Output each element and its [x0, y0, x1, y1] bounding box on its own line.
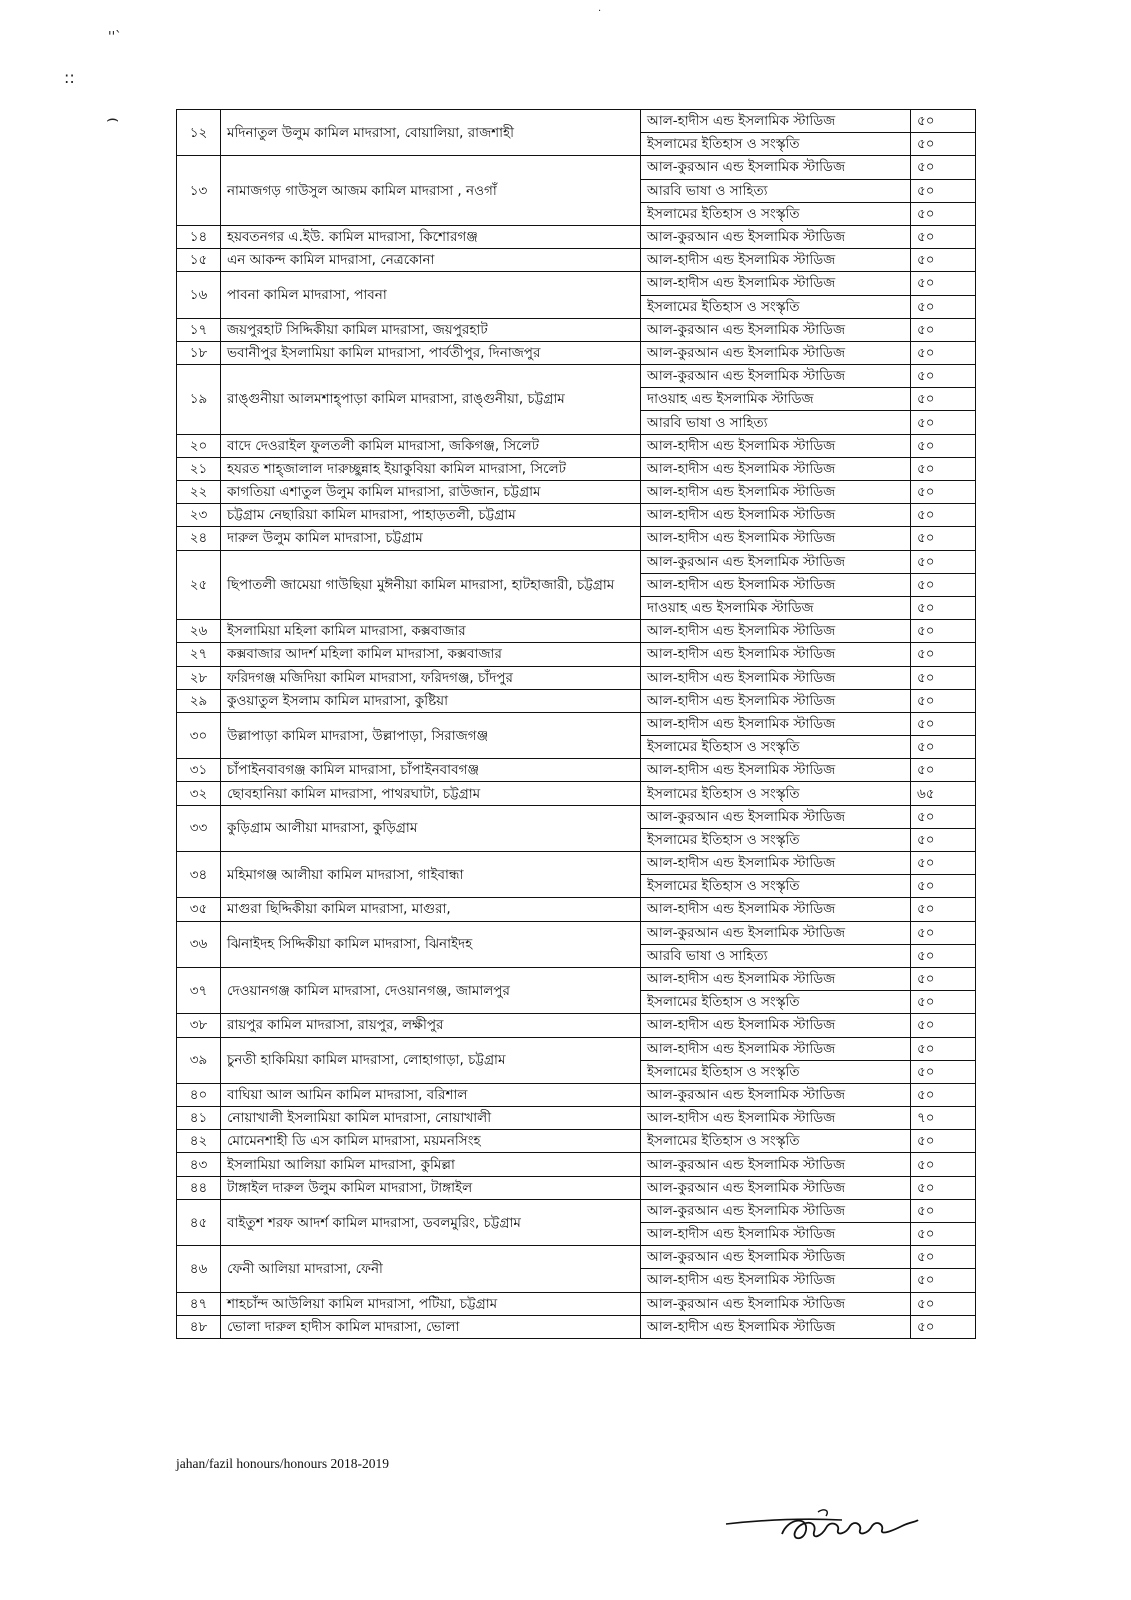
- table-row: [177, 898, 976, 921]
- seat-count: ৫০: [911, 1060, 976, 1083]
- madrasa-name: ভোলা দারুল হাদীস কামিল মাদরাসা, ভোলা: [221, 1315, 641, 1338]
- serial-number: ১৭: [177, 318, 221, 341]
- madrasa-name: টাঙ্গাইল দারুল উলুম কামিল মাদরাসা, টাঙ্গাইল: [221, 1176, 641, 1199]
- serial-number: ১৫: [177, 249, 221, 272]
- serial-number: ২৪: [177, 527, 221, 550]
- seat-count: ৫০: [911, 1153, 976, 1176]
- table-row: [177, 110, 976, 133]
- seat-count: ৫০: [911, 596, 976, 619]
- seat-count: ৫০: [911, 202, 976, 225]
- serial-number: ৪১: [177, 1107, 221, 1130]
- subject-name: আল-কুরআন এন্ড ইসলামিক স্টাডিজ: [641, 1199, 911, 1222]
- subject-name: আরবি ভাষা ও সাহিত্য: [641, 411, 911, 434]
- serial-number: ৩৮: [177, 1014, 221, 1037]
- subject-name: আল-কুরআন এন্ড ইসলামিক স্টাডিজ: [641, 1176, 911, 1199]
- subject-name: আল-হাদীস এন্ড ইসলামিক স্টাডিজ: [641, 573, 911, 596]
- subject-name: ইসলামের ইতিহাস ও সংস্কৃতি: [641, 1130, 911, 1153]
- seat-count: ৫০: [911, 1130, 976, 1153]
- subject-name: আল-হাদীস এন্ড ইসলামিক স্টাডিজ: [641, 110, 911, 133]
- subject-name: আল-হাদীস এন্ড ইসলামিক স্টাডিজ: [641, 249, 911, 272]
- madrasa-name: বাদে দেওরাইল ফুলতলী কামিল মাদরাসা, জকিগঞ্জ, সিলেট: [221, 434, 641, 457]
- subject-name: আল-কুরআন এন্ড ইসলামিক স্টাডিজ: [641, 1083, 911, 1106]
- seat-count: ৫০: [911, 272, 976, 295]
- seat-count: ৫০: [911, 1246, 976, 1269]
- seat-count: ৫০: [911, 1315, 976, 1338]
- serial-number: ২৩: [177, 504, 221, 527]
- subject-name: ইসলামের ইতিহাস ও সংস্কৃতি: [641, 782, 911, 805]
- madrasa-name: চট্টগ্রাম নেছারিয়া কামিল মাদরাসা, পাহাড়তলী, চট্টগ্রাম: [221, 504, 641, 527]
- table-row: [177, 921, 976, 944]
- madrasa-name: নোয়াখালী ইসলামিয়া কামিল মাদরাসা, নোয়াখালী: [221, 1107, 641, 1130]
- serial-number: ২১: [177, 457, 221, 480]
- subject-name: আল-হাদীস এন্ড ইসলামিক স্টাডিজ: [641, 620, 911, 643]
- madrasa-name: মোমেনশাহী ডি এস কামিল মাদরাসা, ময়মনসিংহ: [221, 1130, 641, 1153]
- madrasa-name: বাইতুশ শরফ আদর্শ কামিল মাদরাসা, ডবলমুরিং, চট্টগ্রাম: [221, 1199, 641, 1245]
- seat-count: ৫০: [911, 110, 976, 133]
- serial-number: ৩৬: [177, 921, 221, 967]
- table-row: [177, 272, 976, 295]
- subject-name: ইসলামের ইতিহাস ও সংস্কৃতি: [641, 133, 911, 156]
- subject-name: আল-কুরআন এন্ড ইসলামিক স্টাডিজ: [641, 921, 911, 944]
- seat-count: ৫০: [911, 1014, 976, 1037]
- table-row: [177, 1176, 976, 1199]
- subject-name: ইসলামের ইতিহাস ও সংস্কৃতি: [641, 875, 911, 898]
- seat-count: ৫০: [911, 341, 976, 364]
- subject-name: দাওয়াহ এন্ড ইসলামিক স্টাডিজ: [641, 596, 911, 619]
- subject-name: আল-কুরআন এন্ড ইসলামিক স্টাডিজ: [641, 550, 911, 573]
- subject-name: ইসলামের ইতিহাস ও সংস্কৃতি: [641, 1060, 911, 1083]
- table-row: [177, 341, 976, 364]
- subject-name: আল-হাদীস এন্ড ইসলামিক স্টাডিজ: [641, 1014, 911, 1037]
- madrasa-name: উল্লাপাড়া কামিল মাদরাসা, উল্লাপাড়া, সিরাজগঞ্জ: [221, 712, 641, 758]
- serial-number: ৪৫: [177, 1199, 221, 1245]
- subject-name: ইসলামের ইতিহাস ও সংস্কৃতি: [641, 295, 911, 318]
- madrasa-name: কক্সবাজার আদর্শ মহিলা কামিল মাদরাসা, কক্সবাজার: [221, 643, 641, 666]
- seat-count: ৫০: [911, 921, 976, 944]
- serial-number: ৩১: [177, 759, 221, 782]
- serial-number: ৪৬: [177, 1246, 221, 1292]
- subject-name: ইসলামের ইতিহাস ও সংস্কৃতি: [641, 828, 911, 851]
- serial-number: ৪২: [177, 1130, 221, 1153]
- subject-name: আল-হাদীস এন্ড ইসলামিক স্টাডিজ: [641, 481, 911, 504]
- subject-name: আল-কুরআন এন্ড ইসলামিক স্টাডিজ: [641, 318, 911, 341]
- table-row: [177, 1246, 976, 1269]
- subject-name: ইসলামের ইতিহাস ও সংস্কৃতি: [641, 202, 911, 225]
- seat-count: ৭০: [911, 1107, 976, 1130]
- seat-count: ৫০: [911, 805, 976, 828]
- serial-number: ২০: [177, 434, 221, 457]
- seat-count: ৫০: [911, 388, 976, 411]
- table-row: [177, 481, 976, 504]
- seat-count: ৫০: [911, 365, 976, 388]
- serial-number: ২২: [177, 481, 221, 504]
- serial-number: ২৮: [177, 666, 221, 689]
- subject-name: ইসলামের ইতিহাস ও সংস্কৃতি: [641, 991, 911, 1014]
- madrasa-name: ইসলামিয়া আলিয়া কামিল মাদরাসা, কুমিল্লা: [221, 1153, 641, 1176]
- seat-count: ৫০: [911, 620, 976, 643]
- serial-number: ৩৭: [177, 967, 221, 1013]
- seat-count: ৫০: [911, 736, 976, 759]
- table-row: [177, 1083, 976, 1106]
- seat-count: ৫০: [911, 133, 976, 156]
- table-row: [177, 805, 976, 828]
- subject-name: আল-হাদীস এন্ড ইসলামিক স্টাডিজ: [641, 666, 911, 689]
- table-row: [177, 1153, 976, 1176]
- table-row: [177, 1037, 976, 1060]
- table-row: [177, 1130, 976, 1153]
- madrasa-name: কুড়িগ্রাম আলীয়া মাদরাসা, কুড়িগ্রাম: [221, 805, 641, 851]
- seat-count: ৫০: [911, 550, 976, 573]
- table-row: [177, 852, 976, 875]
- serial-number: ৩৫: [177, 898, 221, 921]
- madrasa-name: ফেনী আলিয়া মাদরাসা, ফেনী: [221, 1246, 641, 1292]
- subject-name: ইসলামের ইতিহাস ও সংস্কৃতি: [641, 736, 911, 759]
- table-row: [177, 1107, 976, 1130]
- seat-count: ৫০: [911, 179, 976, 202]
- madrasa-seat-table: [176, 109, 976, 1339]
- subject-name: আল-হাদীস এন্ড ইসলামিক স্টাডিজ: [641, 852, 911, 875]
- subject-name: আল-কুরআন এন্ড ইসলামিক স্টাডিজ: [641, 1246, 911, 1269]
- subject-name: আল-হাদীস এন্ড ইসলামিক স্টাডিজ: [641, 1315, 911, 1338]
- table-row: [177, 782, 976, 805]
- serial-number: ২৭: [177, 643, 221, 666]
- seat-count: ৫০: [911, 1083, 976, 1106]
- madrasa-name: চাঁপাইনবাবগঞ্জ কামিল মাদরাসা, চাঁপাইনবাবগঞ্জ: [221, 759, 641, 782]
- subject-name: আল-হাদীস এন্ড ইসলামিক স্টাডিজ: [641, 504, 911, 527]
- scan-mark: ''`: [108, 30, 122, 45]
- seat-count: ৫০: [911, 295, 976, 318]
- subject-name: আরবি ভাষা ও সাহিত্য: [641, 179, 911, 202]
- madrasa-name: মহিমাগঞ্জ আলীয়া কামিল মাদরাসা, গাইবান্ধা: [221, 852, 641, 898]
- table-row: [177, 967, 976, 990]
- serial-number: ৪০: [177, 1083, 221, 1106]
- subject-name: আল-হাদীস এন্ড ইসলামিক স্টাডিজ: [641, 1223, 911, 1246]
- seat-count: ৫০: [911, 689, 976, 712]
- madrasa-name: নামাজগড় গাউসুল আজম কামিল মাদরাসা , নওগাঁ: [221, 156, 641, 226]
- serial-number: ১২: [177, 110, 221, 156]
- madrasa-name: কাগতিয়া এশাতুল উলুম কামিল মাদরাসা, রাউজান, চট্টগ্রাম: [221, 481, 641, 504]
- scan-mark: ::: [64, 68, 75, 87]
- subject-name: আল-হাদীস এন্ড ইসলামিক স্টাডিজ: [641, 643, 911, 666]
- serial-number: ২৯: [177, 689, 221, 712]
- madrasa-name: রায়পুর কামিল মাদরাসা, রায়পুর, লক্ষীপুর: [221, 1014, 641, 1037]
- seat-count: ৫০: [911, 573, 976, 596]
- table-row: [177, 365, 976, 388]
- subject-name: আল-হাদীস এন্ড ইসলামিক স্টাডিজ: [641, 527, 911, 550]
- subject-name: আল-হাদীস এন্ড ইসলামিক স্টাডিজ: [641, 898, 911, 921]
- seat-count: ৫০: [911, 852, 976, 875]
- seat-count: ৫০: [911, 1292, 976, 1315]
- table-row: [177, 1292, 976, 1315]
- table-row: [177, 1199, 976, 1222]
- seat-count: ৫০: [911, 1269, 976, 1292]
- seat-count: ৫০: [911, 712, 976, 735]
- madrasa-name: ফরিদগঞ্জ মজিদিয়া কামিল মাদরাসা, ফরিদগঞ্জ, চাঁদপুর: [221, 666, 641, 689]
- seat-count: ৫০: [911, 1176, 976, 1199]
- madrasa-name: হয়বতনগর এ.ইউ. কামিল মাদরাসা, কিশোরগঞ্জ: [221, 225, 641, 248]
- seat-count: ৫০: [911, 991, 976, 1014]
- table-row: [177, 1315, 976, 1338]
- subject-name: আল-হাদীস এন্ড ইসলামিক স্টাডিজ: [641, 1269, 911, 1292]
- serial-number: ২৫: [177, 550, 221, 620]
- seat-count: ৫০: [911, 1037, 976, 1060]
- seat-count: ৫০: [911, 828, 976, 851]
- table-row: [177, 318, 976, 341]
- table-row: [177, 249, 976, 272]
- subject-name: আল-হাদীস এন্ড ইসলামিক স্টাডিজ: [641, 1107, 911, 1130]
- serial-number: ১৪: [177, 225, 221, 248]
- seat-count: ৫০: [911, 249, 976, 272]
- signature: [722, 1490, 922, 1550]
- madrasa-name: ইসলামিয়া মহিলা কামিল মাদরাসা, কক্সবাজার: [221, 620, 641, 643]
- seat-count: ৫০: [911, 1199, 976, 1222]
- subject-name: আল-কুরআন এন্ড ইসলামিক স্টাডিজ: [641, 1153, 911, 1176]
- table-row: [177, 225, 976, 248]
- serial-number: ৪৭: [177, 1292, 221, 1315]
- subject-name: আল-কুরআন এন্ড ইসলামিক স্টাডিজ: [641, 156, 911, 179]
- serial-number: ৪৮: [177, 1315, 221, 1338]
- madrasa-name: রাঙ্গুনীয়া আলমশাহ্পাড়া কামিল মাদরাসা, রাঙ্গুনীয়া, চট্টগ্রাম: [221, 365, 641, 435]
- serial-number: ৩২: [177, 782, 221, 805]
- subject-name: আল-কুরআন এন্ড ইসলামিক স্টাডিজ: [641, 1292, 911, 1315]
- table-row: [177, 712, 976, 735]
- table-row: [177, 504, 976, 527]
- subject-name: আল-কুরআন এন্ড ইসলামিক স্টাডিজ: [641, 365, 911, 388]
- seat-count: ৫০: [911, 1223, 976, 1246]
- seat-count: ৫০: [911, 527, 976, 550]
- subject-name: আল-কুরআন এন্ড ইসলামিক স্টাডিজ: [641, 805, 911, 828]
- madrasa-name: এন আকন্দ কামিল মাদরাসা, নেত্রকোনা: [221, 249, 641, 272]
- madrasa-name: দারুল উলুম কামিল মাদরাসা, চট্টগ্রাম: [221, 527, 641, 550]
- table-row: [177, 620, 976, 643]
- subject-name: আল-হাদীস এন্ড ইসলামিক স্টাডিজ: [641, 1037, 911, 1060]
- subject-name: আল-কুরআন এন্ড ইসলামিক স্টাডিজ: [641, 225, 911, 248]
- subject-name: আরবি ভাষা ও সাহিত্য: [641, 944, 911, 967]
- table-row: [177, 550, 976, 573]
- serial-number: ২৬: [177, 620, 221, 643]
- serial-number: ১৯: [177, 365, 221, 435]
- table-row: [177, 666, 976, 689]
- subject-name: আল-হাদীস এন্ড ইসলামিক স্টাডিজ: [641, 712, 911, 735]
- serial-number: ৩৩: [177, 805, 221, 851]
- seat-count: ৫০: [911, 481, 976, 504]
- madrasa-name: ছিপাতলী জামেয়া গাউছিয়া মুঈনীয়া কামিল মাদরাসা, হাটহাজারী, চট্টগ্রাম: [221, 550, 641, 620]
- serial-number: ৩৯: [177, 1037, 221, 1083]
- seat-count: ৫০: [911, 666, 976, 689]
- table-row: [177, 689, 976, 712]
- seat-count: ৫০: [911, 967, 976, 990]
- table-row: [177, 156, 976, 179]
- table-row: [177, 457, 976, 480]
- subject-name: দাওয়াহ এন্ড ইসলামিক স্টাডিজ: [641, 388, 911, 411]
- serial-number: ৪৩: [177, 1153, 221, 1176]
- seat-count: ৫০: [911, 759, 976, 782]
- madrasa-name: ভবানীপুর ইসলামিয়া কামিল মাদরাসা, পার্বতীপুর, দিনাজপুর: [221, 341, 641, 364]
- subject-name: আল-হাদীস এন্ড ইসলামিক স্টাডিজ: [641, 272, 911, 295]
- table-row: [177, 434, 976, 457]
- scan-mark: ⌢: [106, 106, 120, 130]
- table-row: [177, 759, 976, 782]
- serial-number: ১৩: [177, 156, 221, 226]
- scan-dot: ·: [598, 6, 602, 17]
- subject-name: আল-কুরআন এন্ড ইসলামিক স্টাডিজ: [641, 341, 911, 364]
- madrasa-name: জয়পুরহাট সিদ্দিকীয়া কামিল মাদরাসা, জয়পুরহাট: [221, 318, 641, 341]
- seat-count: ৬৫: [911, 782, 976, 805]
- serial-number: ১৬: [177, 272, 221, 318]
- seat-count: ৫০: [911, 944, 976, 967]
- seat-count: ৫০: [911, 898, 976, 921]
- madrasa-name: বাঘিয়া আল আমিন কামিল মাদরাসা, বরিশাল: [221, 1083, 641, 1106]
- table-body: [177, 110, 976, 1339]
- seat-count: ৫০: [911, 643, 976, 666]
- madrasa-name: পাবনা কামিল মাদরাসা, পাবনা: [221, 272, 641, 318]
- madrasa-name: ঝিনাইদহ সিদ্দিকীয়া কামিল মাদরাসা, ঝিনাইদহ: [221, 921, 641, 967]
- subject-name: আল-হাদীস এন্ড ইসলামিক স্টাডিজ: [641, 689, 911, 712]
- serial-number: ৩০: [177, 712, 221, 758]
- seat-count: ৫০: [911, 156, 976, 179]
- seat-count: ৫০: [911, 875, 976, 898]
- seat-count: ৫০: [911, 318, 976, 341]
- table-row: [177, 527, 976, 550]
- subject-name: আল-হাদীস এন্ড ইসলামিক স্টাডিজ: [641, 759, 911, 782]
- seat-count: ৫০: [911, 225, 976, 248]
- footer-path: jahan/fazil honours/honours 2018-2019: [176, 1456, 389, 1471]
- seat-count: ৫০: [911, 504, 976, 527]
- serial-number: ১৮: [177, 341, 221, 364]
- table-row: [177, 1014, 976, 1037]
- madrasa-name: দেওয়ানগঞ্জ কামিল মাদরাসা, দেওয়ানগঞ্জ, জামালপুর: [221, 967, 641, 1013]
- subject-name: আল-হাদীস এন্ড ইসলামিক স্টাডিজ: [641, 434, 911, 457]
- madrasa-name: ছোবহানিয়া কামিল মাদরাসা, পাথরঘাটা, চট্টগ্রাম: [221, 782, 641, 805]
- madrasa-name: শাহচাঁন্দ আউলিয়া কামিল মাদরাসা, পটিয়া, চট্টগ্রাম: [221, 1292, 641, 1315]
- subject-name: আল-হাদীস এন্ড ইসলামিক স্টাডিজ: [641, 967, 911, 990]
- madrasa-name: চুনতী হাকিমিয়া কামিল মাদরাসা, লোহাগাড়া, চট্টগ্রাম: [221, 1037, 641, 1083]
- madrasa-name: হযরত শাহ্জালাল দারুচ্ছুন্নাহ ইয়াকুবিয়া কামিল মাদরাসা, সিলেট: [221, 457, 641, 480]
- madrasa-name: মদিনাতুল উলুম কামিল মাদরাসা, বোয়ালিয়া, রাজশাহী: [221, 110, 641, 156]
- madrasa-name: কুওয়াতুল ইসলাম কামিল মাদরাসা, কুষ্টিয়া: [221, 689, 641, 712]
- table-row: [177, 643, 976, 666]
- madrasa-name: মাগুরা ছিদ্দিকীয়া কামিল মাদরাসা, মাগুরা,: [221, 898, 641, 921]
- seat-count: ৫০: [911, 434, 976, 457]
- serial-number: ৩৪: [177, 852, 221, 898]
- serial-number: ৪৪: [177, 1176, 221, 1199]
- subject-name: আল-হাদীস এন্ড ইসলামিক স্টাডিজ: [641, 457, 911, 480]
- seat-count: ৫০: [911, 457, 976, 480]
- seat-count: ৫০: [911, 411, 976, 434]
